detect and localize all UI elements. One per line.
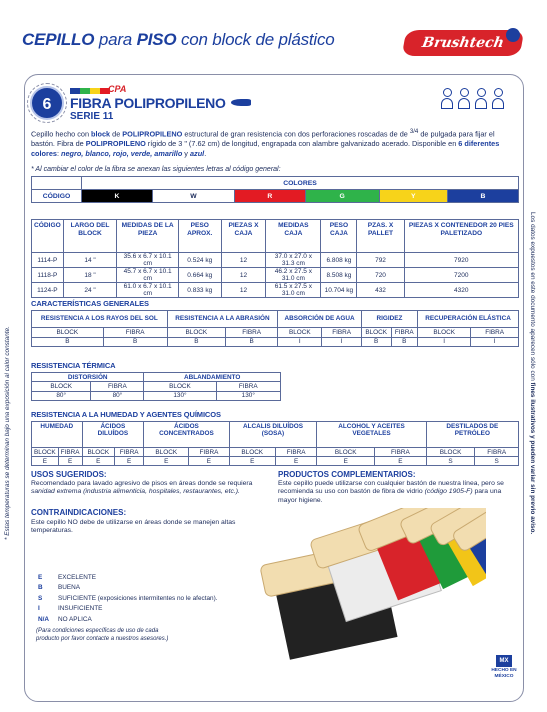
legend-value: SUFICIENTE (exposiciones intermitentes no le afectan). bbox=[58, 594, 218, 602]
sub-header-fibra: FIBRA bbox=[189, 448, 229, 457]
rating-cell: B bbox=[361, 337, 391, 347]
rating-cell: I bbox=[278, 337, 322, 347]
spec-header: LARGO DEL BLOCK bbox=[63, 220, 117, 253]
rating-cell: 80° bbox=[91, 391, 144, 401]
sub-header-block: BLOCK bbox=[82, 448, 115, 457]
sub-header-fibra: FIBRA bbox=[216, 382, 280, 392]
rating-cell: I bbox=[418, 337, 471, 347]
colors-table bbox=[31, 176, 519, 203]
rating-cell: E bbox=[82, 457, 115, 466]
brand-logo: Brushtech bbox=[402, 30, 525, 56]
colors-row-label: CÓDIGO bbox=[32, 190, 82, 203]
group-header: RESISTENCIA A LOS RAYOS DEL SOL bbox=[32, 311, 168, 328]
rating-cell: I bbox=[471, 337, 519, 347]
spec-cell: 10.704 kg bbox=[321, 283, 357, 298]
color-code-cell: G bbox=[305, 190, 379, 203]
spec-header: PESO CAJA bbox=[321, 220, 357, 253]
spec-cell: 35.6 x 6.7 x 10.1 cm bbox=[117, 253, 179, 268]
rating-cell: E bbox=[144, 457, 189, 466]
cpa-label: CPA bbox=[108, 84, 127, 94]
sub-header-block: BLOCK bbox=[167, 328, 225, 338]
legend-key: E bbox=[38, 574, 43, 581]
spec-cell: 12 bbox=[221, 268, 266, 283]
sub-header-fibra: FIBRA bbox=[475, 448, 519, 457]
chef-icon bbox=[474, 88, 488, 110]
spec-cell: 12 bbox=[221, 253, 266, 268]
spec-cell: 4320 bbox=[404, 283, 518, 298]
spec-cell: 61.0 x 6.7 x 10.1 cm bbox=[117, 283, 179, 298]
color-code-cell: R bbox=[234, 190, 305, 203]
made-in-mexico-seal: MX HECHO EN MÉXICO bbox=[489, 655, 519, 691]
product-specs-table bbox=[31, 219, 519, 298]
colors-header: COLORES bbox=[82, 177, 519, 190]
spec-cell: 720 bbox=[357, 268, 404, 283]
rating-cell: S bbox=[426, 457, 475, 466]
table-row bbox=[32, 283, 519, 298]
spec-cell: 0.524 kg bbox=[178, 253, 221, 268]
spec-cell: 45.7 x 6.7 x 10.1 cm bbox=[117, 268, 179, 283]
sub-header-fibra: FIBRA bbox=[322, 328, 361, 338]
group-header: RESISTENCIA A LA ABRASIÓN bbox=[167, 311, 278, 328]
table-row bbox=[32, 253, 519, 268]
characteristics-title: CARACTERÍSTICAS GENERALES bbox=[31, 299, 149, 308]
sub-header-fibra: FIBRA bbox=[391, 328, 418, 338]
spec-header: PZAS. X PALLET bbox=[357, 220, 404, 253]
legend-key: S bbox=[38, 594, 43, 602]
spec-cell: 432 bbox=[357, 283, 404, 298]
legend-item bbox=[38, 594, 217, 604]
usos-text: Recomendado para lavado agresivo de pisos en áreas donde se requiera sanidad extrema (industria alimenticia, hospitales, restaurantes, etc.). bbox=[31, 480, 253, 496]
legend-value: INSUFICIENTE bbox=[58, 605, 103, 613]
color-code-note: * Al cambiar el color de la fibra se anexan las siguientes letras al código general: bbox=[31, 166, 281, 173]
page-title bbox=[22, 30, 335, 50]
sub-header-block: BLOCK bbox=[418, 328, 471, 338]
spec-cell: 7920 bbox=[404, 253, 518, 268]
spec-cell: 0.833 kg bbox=[178, 283, 221, 298]
rating-cell: B bbox=[391, 337, 418, 347]
rating-cell: B bbox=[167, 337, 225, 347]
sub-header-block: BLOCK bbox=[144, 382, 216, 392]
rating-cell: I bbox=[322, 337, 361, 347]
thermal-table bbox=[31, 372, 281, 401]
cook-icon bbox=[491, 88, 505, 110]
spec-header: PESO APROX. bbox=[178, 220, 221, 253]
spec-header: MEDIDAS DE LA PIEZA bbox=[117, 220, 179, 253]
spec-cell: 61.5 x 27.5 x 31.0 cm bbox=[266, 283, 321, 298]
spec-cell: 792 bbox=[357, 253, 404, 268]
usos-title: USOS SUGERIDOS: bbox=[31, 470, 107, 479]
color-strip bbox=[70, 88, 110, 94]
brushes-image bbox=[250, 508, 486, 688]
rating-cell: 130° bbox=[216, 391, 280, 401]
table-row bbox=[32, 268, 519, 283]
complementarios-title: PRODUCTOS COMPLEMENTARIOS: bbox=[278, 470, 416, 479]
rating-cell: E bbox=[58, 457, 82, 466]
sub-header-fibra: FIBRA bbox=[275, 448, 316, 457]
sub-header-fibra: FIBRA bbox=[375, 448, 427, 457]
rating-cell: E bbox=[115, 457, 144, 466]
group-header: RECUPERACIÓN ELÁSTICA bbox=[418, 311, 519, 328]
spec-cell: 46.2 x 27.5 x 31.0 cm bbox=[266, 268, 321, 283]
colors-badge: 6 bbox=[30, 86, 64, 120]
sub-header-block: BLOCK bbox=[426, 448, 475, 457]
product-serie: SERIE 11 bbox=[70, 111, 114, 122]
spec-cell: 12 bbox=[221, 283, 266, 298]
spec-cell: 37.0 x 27.0 x 31.3 cm bbox=[266, 253, 321, 268]
sub-header-block: BLOCK bbox=[32, 448, 59, 457]
rating-cell: E bbox=[229, 457, 275, 466]
legend-item bbox=[38, 615, 217, 625]
rating-cell: E bbox=[32, 457, 59, 466]
legend-note: (Para condiciones específicas de uso de cada producto por favor contacte a nuestros asesores.) bbox=[36, 628, 169, 642]
rating-cell: B bbox=[226, 337, 278, 347]
chemical-table bbox=[31, 421, 519, 466]
product-name: FIBRA POLIPROPILENO bbox=[70, 95, 226, 111]
legend-value: BUENA bbox=[58, 584, 81, 592]
sub-header-fibra: FIBRA bbox=[471, 328, 519, 338]
chemical-title: RESISTENCIA A LA HUMEDAD Y AGENTES QUÍMICOS bbox=[31, 410, 221, 419]
spec-cell: 18 " bbox=[63, 268, 117, 283]
sub-header-block: BLOCK bbox=[32, 328, 104, 338]
spec-cell: 0.664 kg bbox=[178, 268, 221, 283]
spec-cell: 14 " bbox=[63, 253, 117, 268]
legend-item bbox=[38, 583, 217, 593]
group-header: ÁCIDOS CONCENTRADOS bbox=[144, 422, 229, 448]
rating-cell: 130° bbox=[144, 391, 216, 401]
fish-icon bbox=[231, 99, 251, 106]
rating-cell: E bbox=[375, 457, 427, 466]
group-header: ABLANDAMIENTO bbox=[144, 373, 281, 382]
thermal-title: RESISTENCIA TÉRMICA bbox=[31, 361, 116, 370]
legend-value: NO APLICA bbox=[58, 615, 92, 623]
spec-header: MEDIDAS CAJA bbox=[266, 220, 321, 253]
sub-header-block: BLOCK bbox=[229, 448, 275, 457]
group-header: RIGIDEZ bbox=[361, 311, 417, 328]
sub-header-block: BLOCK bbox=[32, 382, 91, 392]
sub-header-block: BLOCK bbox=[278, 328, 322, 338]
sub-header-fibra: FIBRA bbox=[58, 448, 82, 457]
spec-cell: 1118-P bbox=[32, 268, 64, 283]
legend-value: EXCELENTE bbox=[58, 574, 97, 581]
characteristics-table bbox=[31, 310, 519, 347]
contra-text: Este cepillo NO debe de utilizarse en áreas donde se manejen altas temperaturas. bbox=[31, 519, 236, 535]
legend-key: B bbox=[38, 584, 43, 592]
spec-cell: 8.508 kg bbox=[321, 268, 357, 283]
group-header: DISTORSIÓN bbox=[32, 373, 144, 382]
worker-icon bbox=[440, 88, 454, 110]
spec-cell: 24 " bbox=[63, 283, 117, 298]
usage-people-icons bbox=[440, 88, 505, 110]
contra-title: CONTRAINDICACIONES: bbox=[31, 508, 127, 517]
legend-item bbox=[38, 604, 217, 614]
color-code-cell: B bbox=[447, 190, 518, 203]
sub-header-block: BLOCK bbox=[144, 448, 189, 457]
title-para: para bbox=[98, 30, 133, 49]
disclaimer: Los datos expuestos en este documento aparecen sólo con fines ilustrativos y pueden variar sin previo aviso. bbox=[529, 212, 536, 535]
spec-cell: 6.808 kg bbox=[321, 253, 357, 268]
spec-cell: 1124-P bbox=[32, 283, 64, 298]
product-description: Cepillo hecho con block de POLIPROPILENO estructural de gran resistencia con dos perforaciones roscadas de de $^{3/4}$ de pulgada para fijar el bastón. Fibra de POLIPROPILENO rígido de 3 " (7.62 cm) de longitud, engrapada con alambre galvanizado acerado. Disponible en 6 diferentes colores: negro, blanco, rojo, verde, amarillo y azul. bbox=[31, 128, 500, 158]
legend-key: I bbox=[38, 605, 40, 613]
sub-header-fibra: FIBRA bbox=[226, 328, 278, 338]
rating-cell: 80° bbox=[32, 391, 91, 401]
legend-key: N/A bbox=[38, 615, 50, 623]
color-code-cell: W bbox=[153, 190, 235, 203]
rating-cell: E bbox=[275, 457, 316, 466]
rating-cell: E bbox=[317, 457, 375, 466]
rating-legend bbox=[38, 573, 217, 625]
group-header: HUMEDAD bbox=[32, 422, 83, 448]
complementarios-text: Este cepillo puede utilizarse con cualquier bastón de nuestra línea, pero se recomienda su uso con bastón de fibra de vidrio (código 1905-F) para una mayor higiene. bbox=[278, 480, 504, 504]
spec-header: PIEZAS X CONTENEDOR 20 PIES PALETIZADO bbox=[404, 220, 518, 253]
spec-header: PIEZAS X CAJA bbox=[221, 220, 266, 253]
group-header: DESTILADOS DE PETRÓLEO bbox=[426, 422, 518, 448]
nurse-icon bbox=[457, 88, 471, 110]
logo-wave-icon bbox=[506, 28, 520, 42]
legend-item bbox=[38, 573, 217, 583]
title-brush: CEPILLO bbox=[22, 30, 95, 49]
title-rest: con block de plástico bbox=[180, 30, 335, 49]
title-piso: PISO bbox=[136, 30, 177, 49]
color-code-cell: Y bbox=[379, 190, 447, 203]
group-header: ALCALIS DILUÍDOS (SOSA) bbox=[229, 422, 317, 448]
group-header: ALCOHOL Y ACEITES VEGETALES bbox=[317, 422, 426, 448]
group-header: ÁCIDOS DILUÍDOS bbox=[82, 422, 144, 448]
group-header: ABSORCIÓN DE AGUA bbox=[278, 311, 362, 328]
temperature-footnote: * Estas temperaturas se determinan bajo una exposición al calor constante. bbox=[4, 326, 11, 540]
rating-cell: B bbox=[32, 337, 104, 347]
sub-header-block: BLOCK bbox=[317, 448, 375, 457]
spec-header: CÓDIGO bbox=[32, 220, 64, 253]
rating-cell: S bbox=[475, 457, 519, 466]
sub-header-fibra: FIBRA bbox=[103, 328, 167, 338]
sub-header-block: BLOCK bbox=[361, 328, 391, 338]
rating-cell: E bbox=[189, 457, 229, 466]
spec-cell: 7200 bbox=[404, 268, 518, 283]
color-code-cell: K bbox=[82, 190, 153, 203]
rating-cell: B bbox=[103, 337, 167, 347]
sub-header-fibra: FIBRA bbox=[91, 382, 144, 392]
spec-cell: 1114-P bbox=[32, 253, 64, 268]
sub-header-fibra: FIBRA bbox=[115, 448, 144, 457]
